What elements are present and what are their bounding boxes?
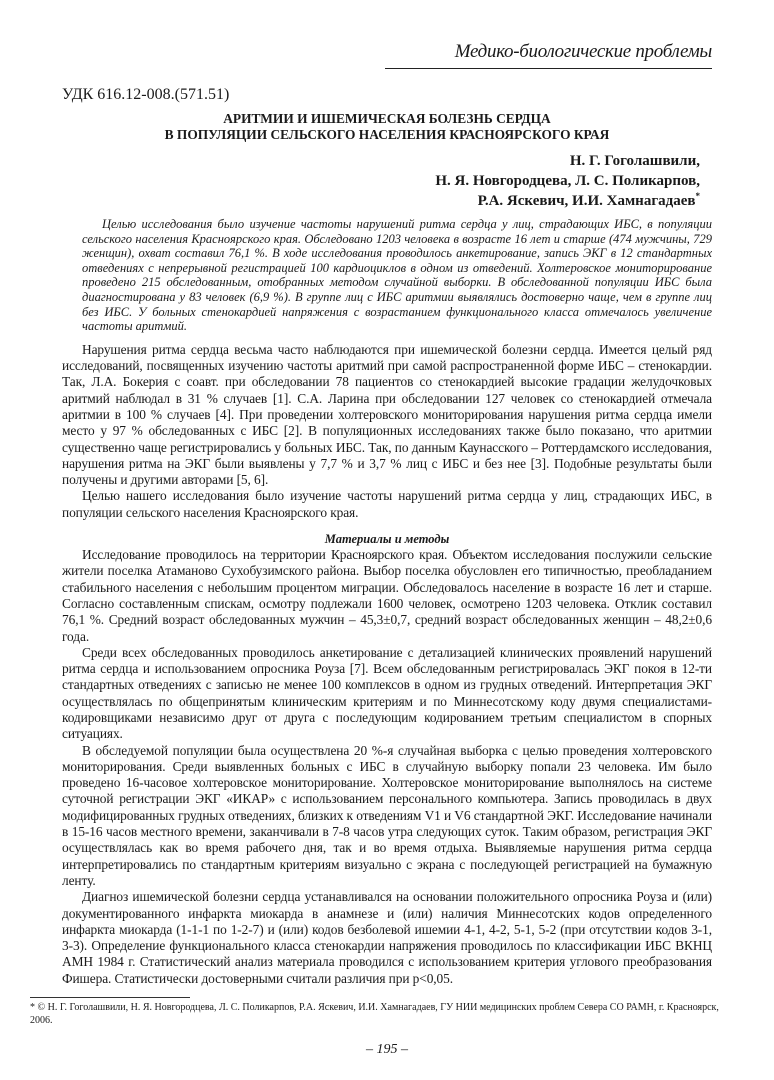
paragraph: Нарушения ритма сердца весьма часто наблюдаются при ишемической болезни сердца. Имеется целый ряд исследований, посвященных изучению частоты аритмий при самой распространенной форме ИБС – стенокардии. Так, Л.А. Бокерия с соавт. при обследовании 78 пациентов со стенокардией высокие градации желудочковых аритмий наблюдал в 31 % случаев [1]. С.А. Ларина при обследовании 127 человек со стенокардией отмечала аритмии в 100 % случаев [4]. При проведении холтеровского мониторирования нарушения ритма сердца имели место у 97 % обследованных с ИБС [2]. В популяционных исследованиях также было показано, что аритмии существенно чаще регистрировались у больных ИБС. Так, по данным Каунасского – Роттердамского исследования, нарушения ритма на ЭКГ были выявлены у 7,7 % и 3,7 % лиц с ИБС и без нее [3]. Подобные результаты были получены и другими авторами [5, 6]. bbox=[62, 341, 712, 488]
running-head: Медико-биологические проблемы bbox=[454, 41, 712, 62]
paragraph: Исследование проводилось на территории Красноярского края. Объектом исследования послужили сельские жители поселка Атаманово Сухобузимского района. Выбор поселка обусловлен его типичностью, преобладанием стабильного населения с небольшим процентом миграции. Обследовалось население в возрасте 16 лет и старше. Согласно составленным спискам, осмотру подлежали 1600 человек, осмотрено 1203 человека. Отклик составил 76,1 %. Средний возраст обследованных мужчин – 45,3±0,7, средний возраст обследованных женщин – 48,2±0,6 года. bbox=[62, 547, 712, 644]
authors bbox=[62, 151, 700, 211]
introduction bbox=[62, 342, 712, 521]
paragraph: Среди всех обследованных проводилось анкетирование с детализацией клинических проявлений нарушений ритма сердца и использованием опросника Роуза [7]. Всем обследованным регистрировалась ЭКГ покоя в 12-ти стандартных отведениях с записью не менее 100 комплексов в одном из грудных отведений. Интерпретация ЭКГ осуществлялась по общепринятым клиническим критериям и по Миннесотскому коду двумя специалистами-кодировщиками независимо друг от друга с последующим кодированием третьим специалистом в спорных ситуациях. bbox=[62, 644, 712, 742]
udk-code: УДК 616.12-008.(571.51) bbox=[62, 86, 230, 103]
title-line: В ПОПУЛЯЦИИ СЕЛЬСКОГО НАСЕЛЕНИЯ КРАСНОЯРСКОГО КРАЯ bbox=[164, 127, 610, 142]
abstract: Целью исследования было изучение частоты нарушений ритма сердца у лиц, страдающих ИБС, в популяции сельского населения Красноярского края. Обследовано 1203 человека в возрасте 16 лет и старше (474 мужчины, 729 женщин), охват составил 76,1 %. В ходе исследования проводилось анкетирование, запись ЭКГ в 12 стандартных отведениях с непрерывной регистрацией 100 кардиоциклов в одном из отведений. Холтеровское мониторирование проведено 215 обследованным, отобранных методом случайной выборки. В обследованной популяции ИБС была диагностирована у 83 человек (6,9 %). В группе лиц с ИБС аритмии выявлялись достоверно чаще, чем в группе лиц без ИБС. У больных стенокардией напряжения с возрастанием функционального класса отмечалось увеличение частоты аритмий. bbox=[82, 217, 712, 334]
title-line: АРИТМИИ И ИШЕМИЧЕСКАЯ БОЛЕЗНЬ СЕРДЦА bbox=[223, 111, 551, 126]
paragraph: Диагноз ишемической болезни сердца устанавливался на основании положительного опросника Роуза и (или) документированного инфаркта миокарда в анамнезе и (или) наличия Миннесотских кодов определенного инфаркта миокарда (1-1-1 по 1-2-7) и (или) кодов безболевой ишемии 4-1, 4-2, 5-1, 5-2 (при отсутствии кодов 3-1, 3-3). Определение функционального класса стенокардии напряжения проводилось по классификации ИБС ВКНЦ АМН 1984 г. Статистический анализ материала проводился с использованием критерия углового преобразования Фишера. Статистически достоверными считали различия при p<0,05. bbox=[62, 889, 712, 986]
footnote-mark: * bbox=[695, 191, 700, 201]
section-heading: Материалы и методы bbox=[324, 532, 450, 547]
header-rule bbox=[385, 68, 712, 69]
footnote: * © Н. Г. Гоголашвили, Н. Я. Новгородцева, Л. С. Поликарпов, Р.А. Яскевич, И.И. Хамнагадаев, ГУ НИИ медицинских проблем Севера СО РАМН, г. Красноярск, 2006. bbox=[30, 1002, 719, 1027]
author-line: Н. Я. Новгородцева, Л. С. Поликарпов, bbox=[435, 173, 700, 189]
page-number: – 195 – bbox=[366, 1042, 408, 1058]
paragraph: В обследуемой популяции была осуществлена 20 %-я случайная выборка с целью проведения холтеровского мониторирования. Среди выявленных больных с ИБС в случайную выборку попали 23 человека. Им было проведено 16-часовое холтеровское мониторирование. Холтеровское мониторирование выполнялось на системе суточной регистрации ЭКГ «ИКАР» с использованием персонального компьютера. Запись проводилась в двух модифицированных грудных отведениях, близких к отведениям V1 и V6 стандартной ЭКГ. Исследование начинали в 15-16 часов местного времени, заканчивали в 7-8 часов утра следующих суток. Таким образом, регистрация ЭКГ осуществлялась как во время рабочего дня, так и во время отдыха. Выявляемые нарушения ритма сердца интерпретировались по стандартным критериям визуально с экрана с последующей регистрацией на бумажную ленту. bbox=[62, 742, 712, 888]
footnote-rule bbox=[30, 997, 190, 998]
author-line: Н. Г. Гоголашвили, bbox=[569, 153, 700, 169]
paragraph: Целью нашего исследования было изучение частоты нарушений ритма сердца у лиц, страдающих ИБС, в популяции сельского населения Красноярского края. bbox=[62, 488, 712, 520]
methods-section bbox=[62, 547, 712, 987]
footnote-block bbox=[30, 997, 730, 1027]
author-line: Р.А. Яскевич, И.И. Хамнагадаев bbox=[477, 193, 696, 209]
article-title bbox=[62, 111, 712, 143]
